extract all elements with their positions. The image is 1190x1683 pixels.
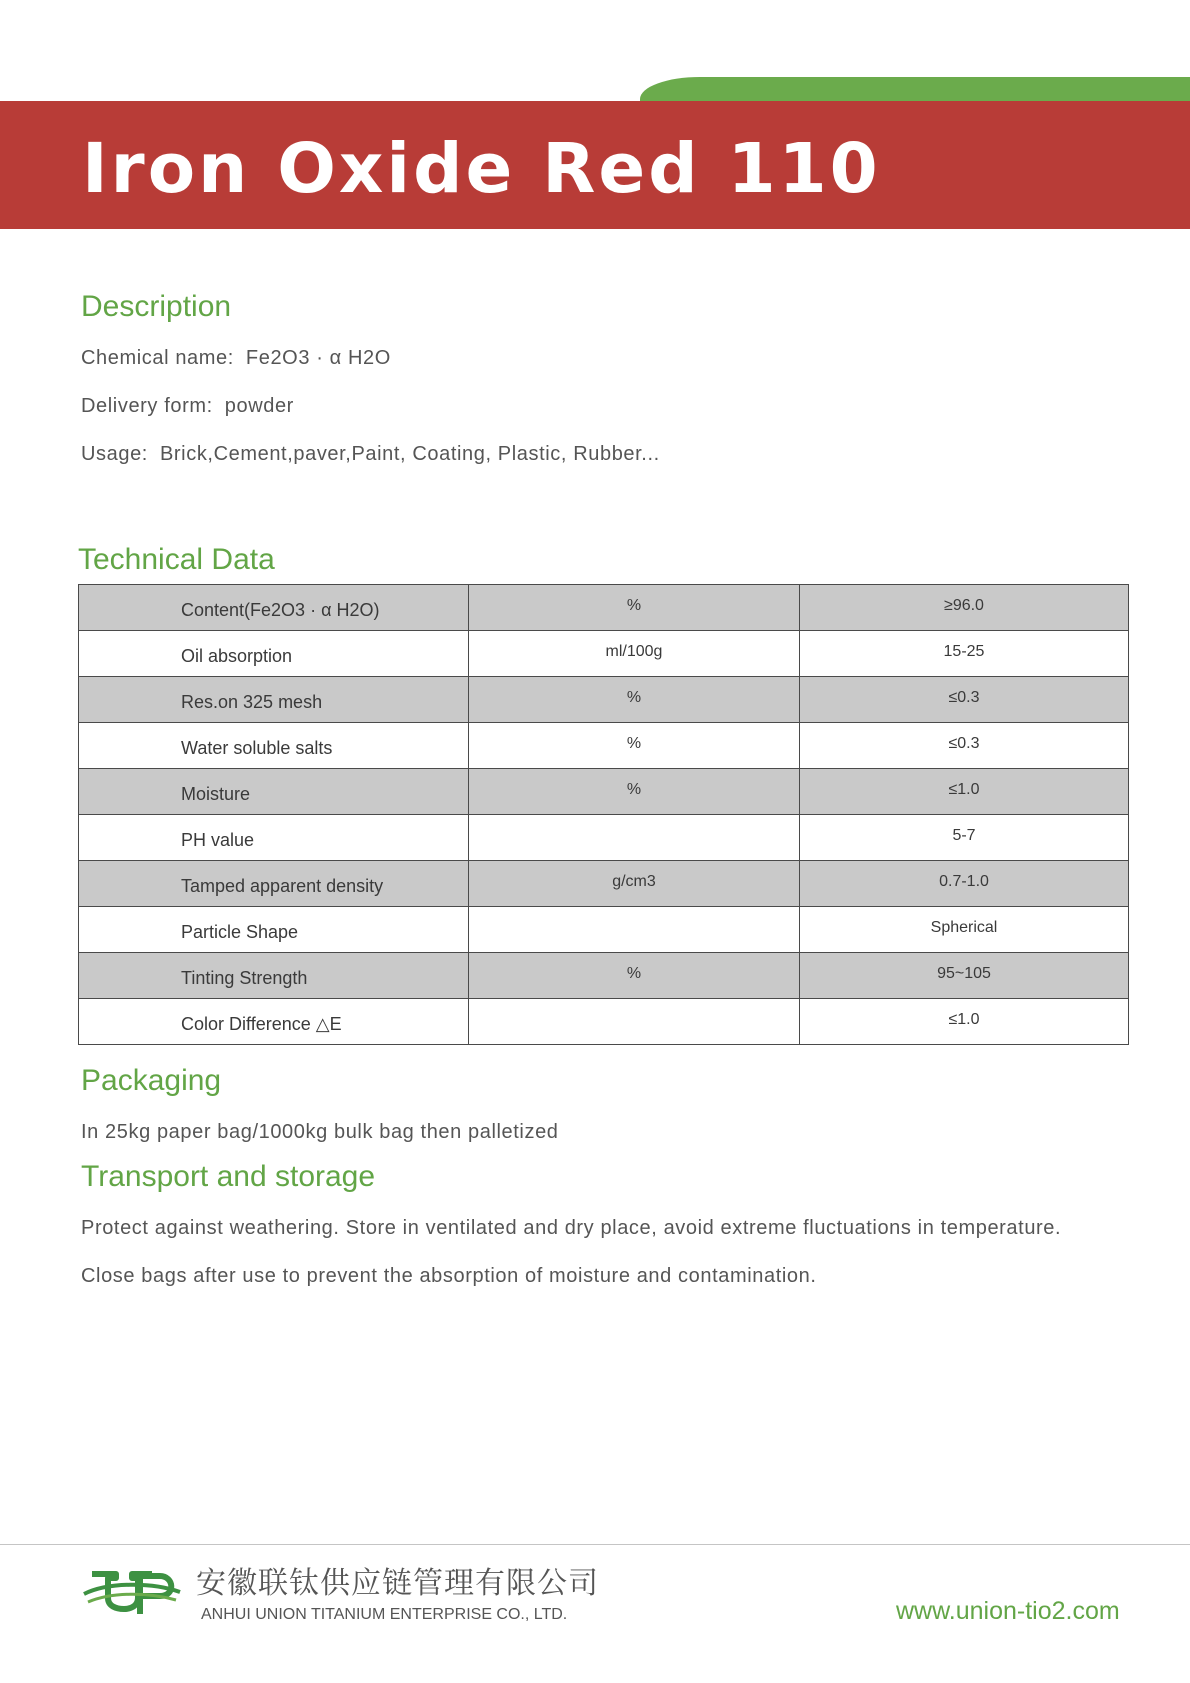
property-name: Content(Fe2O3 · α H2O) [79,585,469,631]
property-name: Moisture [79,769,469,815]
property-unit: % [469,769,800,815]
transport-text-line: Protect against weathering. Store in ventilated and dry place, avoid extreme fluctuations in temperature. [81,1217,1062,1239]
transport-text-line: Close bags after use to prevent the absorption of moisture and contamination. [81,1265,817,1287]
table-row [79,999,1129,1045]
property-value: ≤0.3 [800,723,1129,769]
property-value: ≥96.0 [800,585,1129,631]
usage-value: Brick,Cement,paver,Paint, Coating, Plastic, Rubber... [159,443,660,465]
company-logo [82,1568,182,1618]
property-value: 95~105 [800,953,1129,999]
technical-data-table [78,584,1129,1045]
company-name-chinese: 安徽联钛供应链管理有限公司 [196,1566,599,1601]
chemical-name-line [81,345,391,371]
property-name: Color Difference △E [79,999,469,1045]
property-unit: % [469,585,800,631]
delivery-form-label: Delivery form: [81,395,213,417]
property-unit [469,999,800,1045]
usage-line [81,441,660,467]
usage-label: Usage: [81,443,148,465]
property-name: Res.on 325 mesh [79,677,469,723]
property-value: 5-7 [800,815,1129,861]
delivery-form-value: powder [224,395,294,417]
property-value: Spherical [800,907,1129,953]
page-title: Iron Oxide Red 110 [82,129,881,209]
chemical-name-label: Chemical name: [81,347,234,369]
table-row [79,953,1129,999]
footer-divider [0,1544,1190,1545]
property-value: 0.7-1.0 [800,861,1129,907]
table-row [79,585,1129,631]
table-row [79,677,1129,723]
packaging-heading: Packaging [81,1064,222,1097]
property-name: Water soluble salts [79,723,469,769]
table-row [79,907,1129,953]
company-name-english: ANHUI UNION TITANIUM ENTERPRISE CO., LTD. [201,1606,568,1623]
table-row [79,861,1129,907]
property-unit: % [469,953,800,999]
property-name: PH value [79,815,469,861]
table-row [79,723,1129,769]
property-unit: % [469,723,800,769]
property-unit: g/cm3 [469,861,800,907]
property-unit [469,907,800,953]
property-value: ≤0.3 [800,677,1129,723]
property-value: ≤1.0 [800,999,1129,1045]
property-name: Tamped apparent density [79,861,469,907]
table-row [79,815,1129,861]
property-name: Oil absorption [79,631,469,677]
delivery-form-line [81,393,294,419]
property-value: ≤1.0 [800,769,1129,815]
table-row [79,631,1129,677]
property-unit: % [469,677,800,723]
transport-storage-heading: Transport and storage [81,1160,376,1193]
property-unit [469,815,800,861]
property-unit: ml/100g [469,631,800,677]
property-name: Tinting Strength [79,953,469,999]
property-value: 15-25 [800,631,1129,677]
chemical-name-value: Fe2O3 · α H2O [245,347,391,369]
property-name: Particle Shape [79,907,469,953]
packaging-text: In 25kg paper bag/1000kg bulk bag then palletized [81,1121,559,1143]
table-row [79,769,1129,815]
website-link[interactable]: www.union-tio2.com [896,1597,1120,1625]
description-heading: Description [81,290,232,323]
technical-data-heading: Technical Data [78,543,275,576]
